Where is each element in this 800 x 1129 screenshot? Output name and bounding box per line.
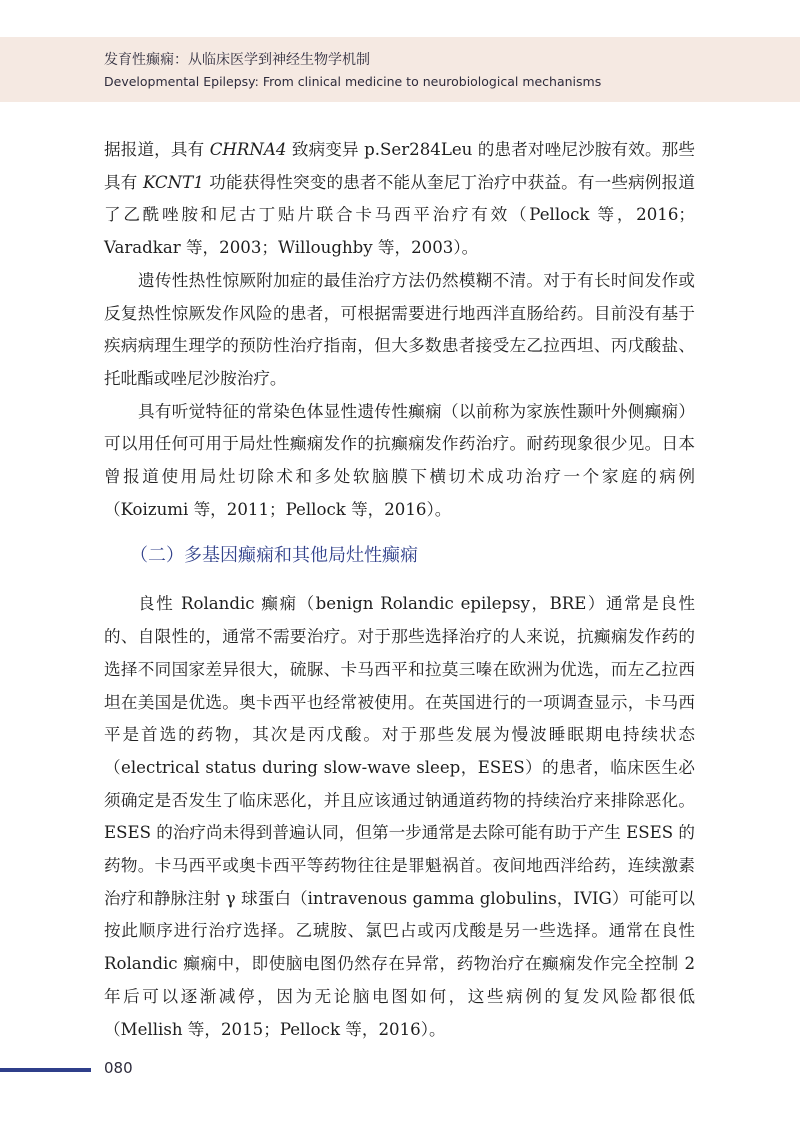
footer-accent-bar [0,1068,91,1072]
paragraph-1-text-a: 据报道，具有 [104,140,210,159]
section-heading: （二）多基因癫痫和其他局灶性癫痫 [130,545,418,567]
paragraph-3: 具有听觉特征的常染色体显性遗传性癫痫（以前称为家族性颞叶外侧癫痫）可以用任何可用于局灶性癫痫发作的抗癫痫发作药治疗。耐药现象很少见。日本曾报道使用局灶切除术和多处软脑膜下横切术成功治疗一个家庭的病例（Koizumi 等，2011；Pellock 等，2016）。 [104,401,695,519]
book-title-english: Developmental Epilepsy: From clinical medicine to neurobiological mechanisms [104,74,602,89]
gene-name-chrna4: CHRNA4 [209,140,287,159]
paragraph-2: 遗传性热性惊厥附加症的最佳治疗方法仍然模糊不清。对于有长时间发作或反复热性惊厥发作风险的患者，可根据需要进行地西泮直肠给药。目前没有基于疾病病理生理学的预防性治疗指南，但大多数患者接受左乙拉西坦、丙戊酸盐、托吡酯或唑尼沙胺治疗。 [104,270,695,388]
page-number: 080 [104,1059,133,1077]
page-body [104,134,695,1046]
gene-name-kcnt1: KCNT1 [142,172,204,192]
running-header [0,37,800,102]
book-title-chinese: 发育性癫痫：从临床医学到神经生物学机制 [104,52,370,68]
paragraph-1-text-c: 功能获得性突变的患者不能从奎尼丁治疗中获益。有一些病例报道了乙酰唑胺和尼古丁贴片联合卡马西平治疗有效（Pellock 等，2016；Varadkar 等，2003；Willoughby 等，2003）。 [104,172,695,258]
paragraph-4: 良性 Rolandic 癫痫（benign Rolandic epilepsy，BRE）通常是良性的、自限性的，通常不需要治疗。对于那些选择治疗的人来说，抗癫痫发作药的选择不同国家差异很大，硫脲、卡马西平和拉莫三嗪在欧洲为优选，而左乙拉西坦在美国是优选。奥卡西平也经常被使用。在英国进行的一项调查显示，卡马西平是首选的药物，其次是丙戊酸。对于那些发展为慢波睡眠期电持续状态（electrical status during slow-wave sleep，ESES）的患者，临床医生必须确定是否发生了临床恶化，并且应该通过钠通道药物的持续治疗来排除恶化。ESES 的治疗尚未得到普遍认同，但第一步通常是去除可能有助于产生 ESES 的药物。卡马西平或奥卡西平等药物往往是罪魁祸首。夜间地西泮给药，连续激素治疗和静脉注射 γ 球蛋白（intravenous gamma globulins，IVIG）可能可以按此顺序进行治疗选择。乙琥胺、氯巴占或丙戊酸是另一些选择。通常在良性 Rolandic 癫痫中，即使脑电图仍然存在异常，药物治疗在癫痫发作完全控制 2 年后可以逐渐减停，因为无论脑电图如何，这些病例的复发风险都很低（Mellish 等，2015；Pellock 等，2016）。 [104,594,695,1039]
paragraph-1 [104,134,695,265]
paragraph-1-text-b: 致病变异 p.Ser284Leu 的患者对唑尼沙胺有效。那些具有 [104,140,695,192]
